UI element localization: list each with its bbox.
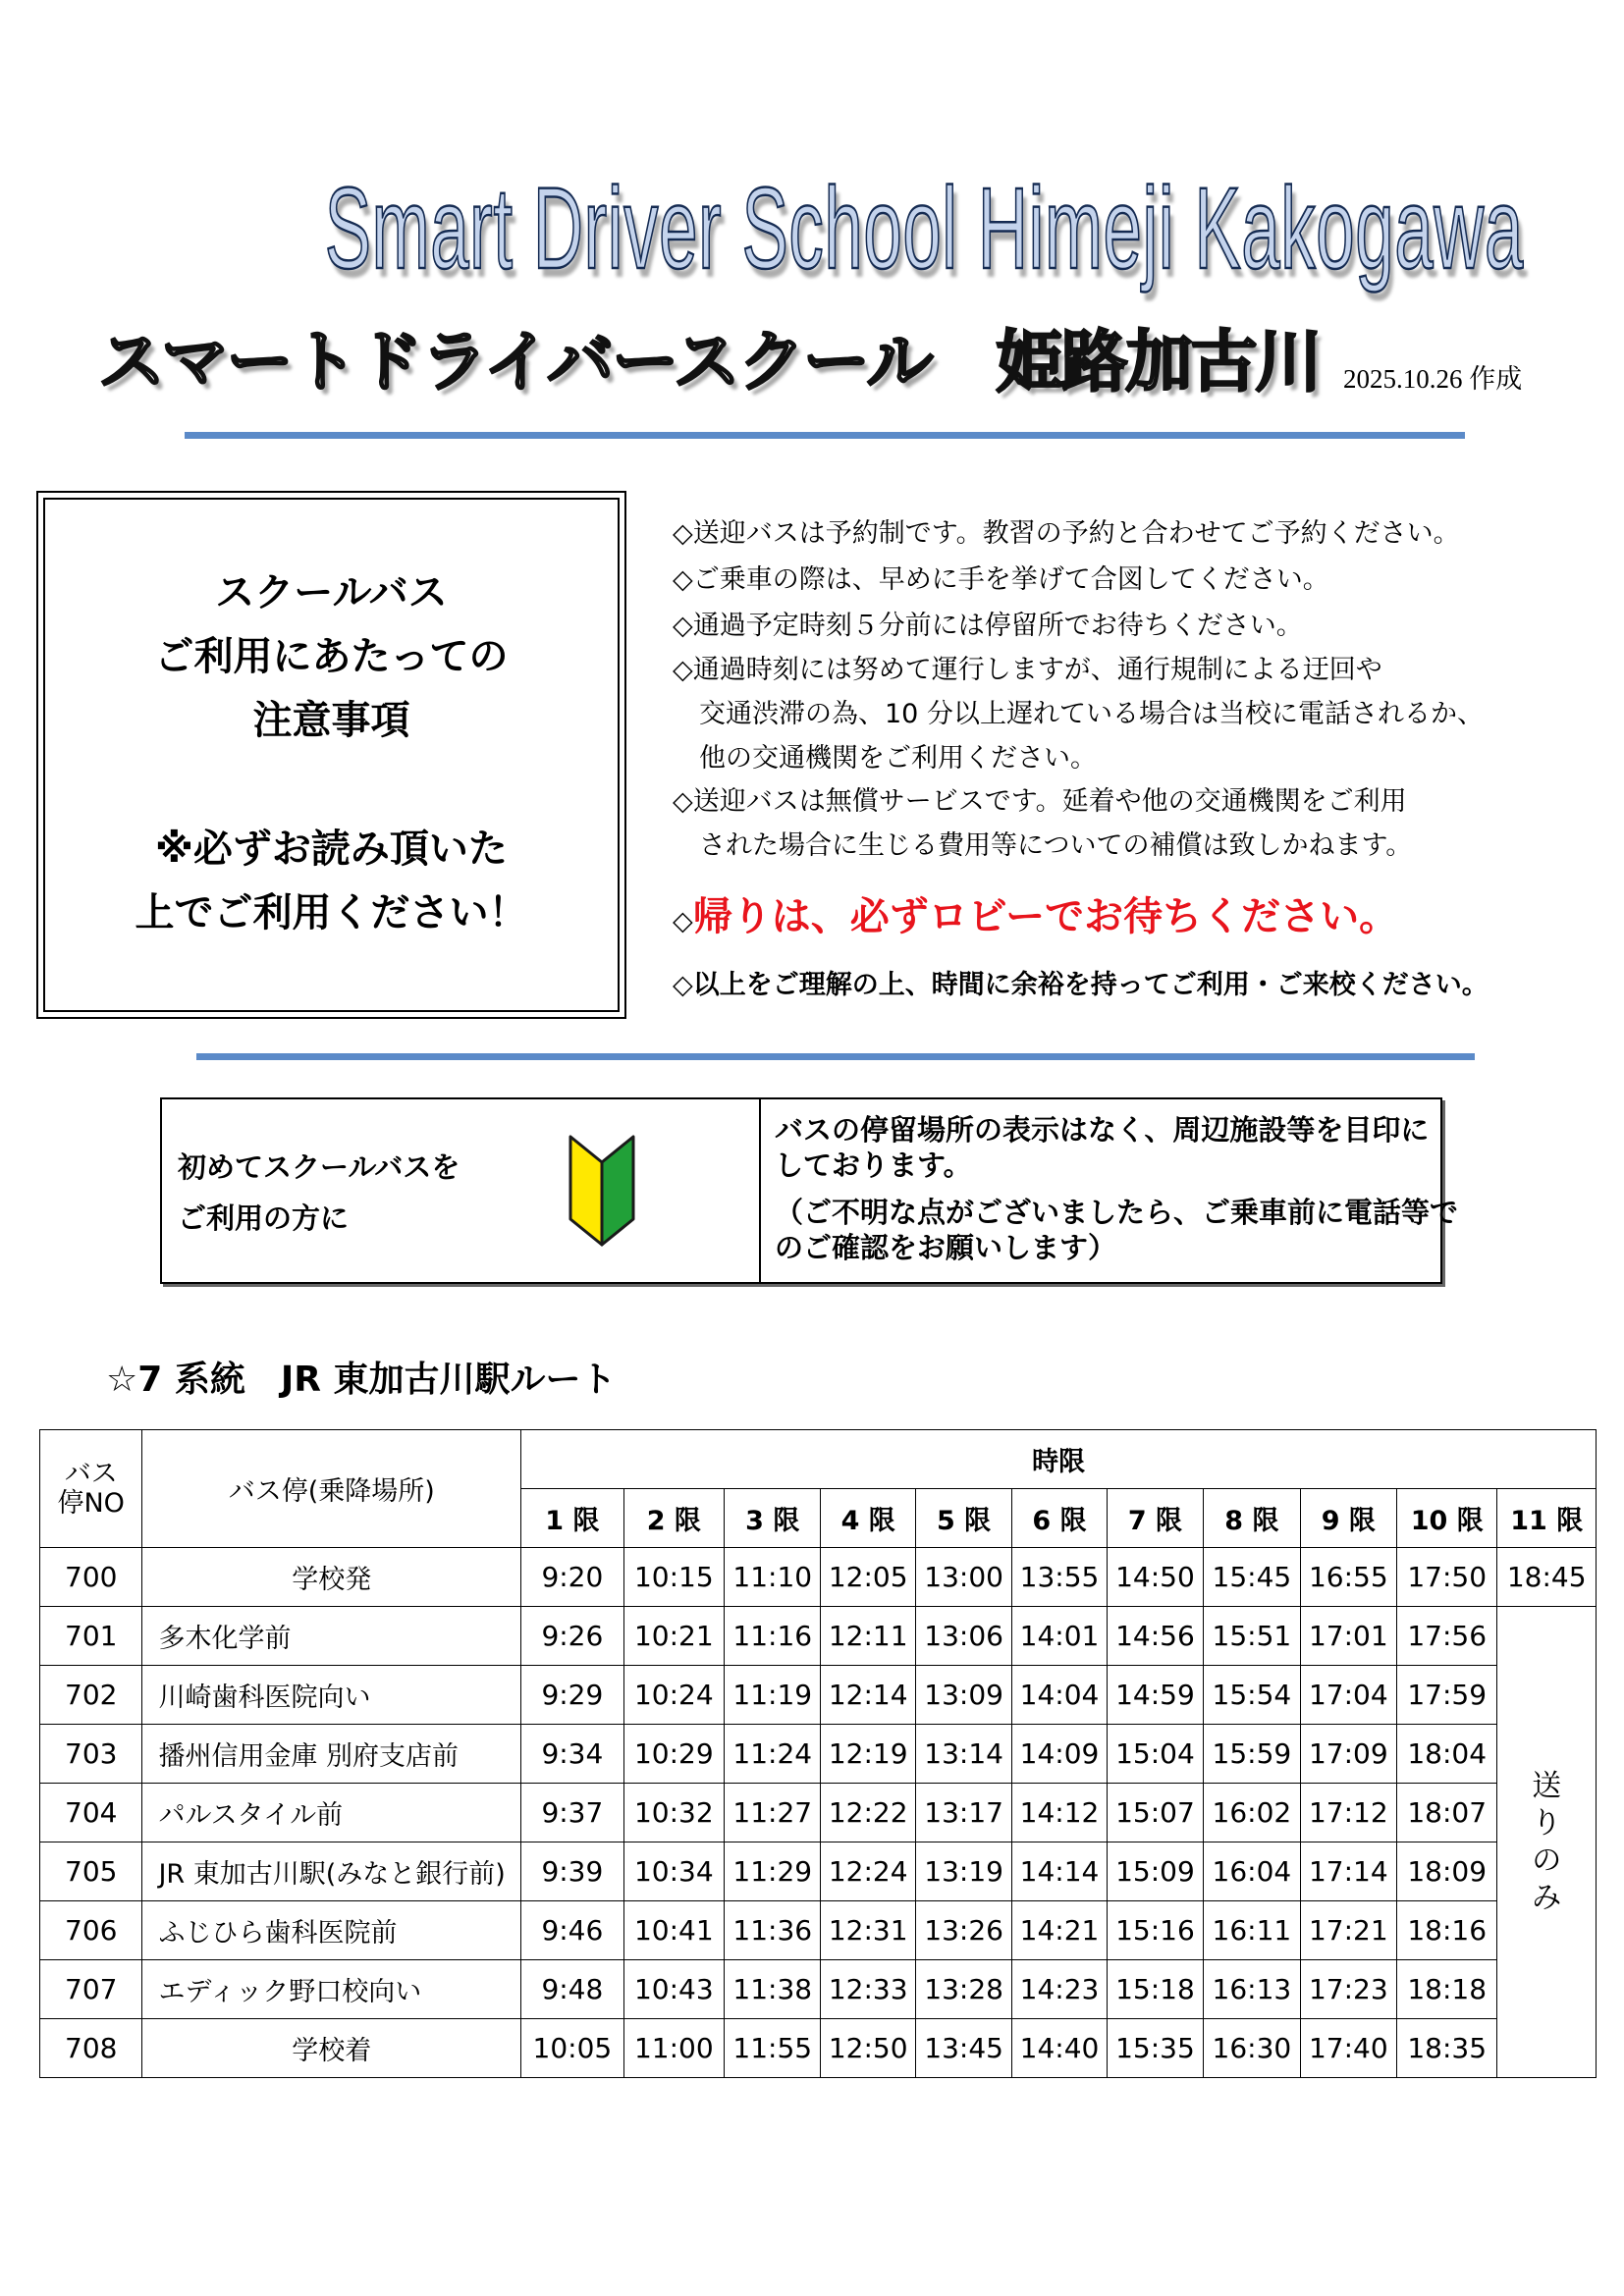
- time-cell: 12:33: [821, 1960, 915, 2019]
- period-col-header: 9 限: [1300, 1489, 1396, 1548]
- note-line: された場合に生じる費用等についての補償は致しかねます。: [673, 830, 1413, 861]
- first-time-info: しております。: [775, 1148, 972, 1182]
- time-cell: 18:09: [1397, 1842, 1497, 1901]
- time-cell: 10:05: [521, 2019, 623, 2078]
- drop-off-only-note: [1497, 1607, 1597, 2078]
- time-cell: 17:40: [1300, 2019, 1396, 2078]
- time-cell: 15:51: [1204, 1607, 1300, 1666]
- time-cell: 14:14: [1012, 1842, 1107, 1901]
- time-cell: 11:36: [725, 1901, 821, 1960]
- time-cell: 14:56: [1107, 1607, 1203, 1666]
- time-cell: 12:31: [821, 1901, 915, 1960]
- notice-line: 上でご利用ください！: [135, 890, 528, 935]
- time-cell: 13:28: [915, 1960, 1011, 2019]
- time-cell: 14:21: [1012, 1901, 1107, 1960]
- note-line: 他の交通機関をご利用ください。: [673, 743, 1097, 774]
- note-line: ◇ご乗車の際は、早めに手を挙げて合図してください。: [673, 564, 1329, 595]
- time-cell: 9:48: [521, 1960, 623, 2019]
- time-cell: 13:55: [1012, 1548, 1107, 1607]
- notice-line: スクールバス: [215, 570, 448, 615]
- notes-divider: [196, 1053, 1475, 1060]
- time-cell: 15:16: [1107, 1901, 1203, 1960]
- time-cell: 11:19: [725, 1666, 821, 1725]
- notice-line: 注意事項: [252, 698, 410, 743]
- time-cell: 11:38: [725, 1960, 821, 2019]
- stop-name: 多木化学前: [142, 1607, 521, 1666]
- time-cell: 13:26: [915, 1901, 1011, 1960]
- drop-off-only-text: 送りのみ: [1532, 1768, 1562, 1915]
- time-cell: 16:30: [1204, 2019, 1300, 2078]
- stop-number: 702: [40, 1666, 142, 1725]
- time-cell: 17:50: [1397, 1548, 1497, 1607]
- time-cell: 17:14: [1300, 1842, 1396, 1901]
- time-cell: 10:43: [623, 1960, 724, 2019]
- stop-number: 700: [40, 1548, 142, 1607]
- time-cell: 13:09: [915, 1666, 1011, 1725]
- time-cell: 16:04: [1204, 1842, 1300, 1901]
- time-cell: 10:32: [623, 1784, 724, 1842]
- time-cell: 10:21: [623, 1607, 724, 1666]
- time-cell: 14:01: [1012, 1607, 1107, 1666]
- closing-note: ◇以上をご理解の上、時間に余裕を持ってご利用・ご来校ください。: [673, 970, 1489, 1000]
- time-cell: 10:15: [623, 1548, 724, 1607]
- time-cell: 18:07: [1397, 1784, 1497, 1842]
- period-col-header: 1 限: [521, 1489, 623, 1548]
- created-date: 2025.10.26 作成: [1343, 364, 1523, 394]
- period-col-header: 6 限: [1012, 1489, 1107, 1548]
- note-line: ◇送迎バスは予約制です。教習の予約と合わせてご予約ください。: [673, 518, 1460, 549]
- table-row: [40, 1666, 1597, 1725]
- col-header-no: バス停NO: [40, 1430, 142, 1548]
- time-cell: 15:59: [1204, 1725, 1300, 1784]
- time-cell: 18:45: [1497, 1548, 1597, 1607]
- time-cell: 18:18: [1397, 1960, 1497, 2019]
- time-cell: 13:00: [915, 1548, 1011, 1607]
- stop-number: 705: [40, 1842, 142, 1901]
- table-row: [40, 1725, 1597, 1784]
- timetable: [39, 1429, 1597, 2078]
- important-note: [673, 893, 1398, 945]
- time-cell: 11:55: [725, 2019, 821, 2078]
- time-cell: 9:46: [521, 1901, 623, 1960]
- table-row: [40, 2019, 1597, 2078]
- time-cell: 17:01: [1300, 1607, 1396, 1666]
- time-cell: 11:16: [725, 1607, 821, 1666]
- period-col-header: 8 限: [1204, 1489, 1300, 1548]
- time-cell: 13:14: [915, 1725, 1011, 1784]
- period-col-header: 10 限: [1397, 1489, 1497, 1548]
- time-cell: 9:39: [521, 1842, 623, 1901]
- first-time-info: のご確認をお願いします）: [775, 1231, 1117, 1264]
- time-cell: 9:26: [521, 1607, 623, 1666]
- time-cell: 9:29: [521, 1666, 623, 1725]
- stop-name: ふじひら歯科医院前: [142, 1901, 521, 1960]
- time-cell: 17:12: [1300, 1784, 1396, 1842]
- time-cell: 15:45: [1204, 1548, 1300, 1607]
- stop-number: 704: [40, 1784, 142, 1842]
- notice-line: ご利用にあたっての: [154, 634, 509, 679]
- first-time-box: [160, 1097, 1459, 1284]
- stop-name: 播州信用金庫 別府支店前: [142, 1725, 521, 1784]
- time-cell: 14:40: [1012, 2019, 1107, 2078]
- period-col-header: 7 限: [1107, 1489, 1203, 1548]
- note-line: ◇通過予定時刻５分前には停留所でお待ちください。: [673, 611, 1303, 641]
- time-cell: 10:24: [623, 1666, 724, 1725]
- time-cell: 12:19: [821, 1725, 915, 1784]
- time-cell: 10:34: [623, 1842, 724, 1901]
- period-header: 時限: [521, 1430, 1597, 1489]
- stop-number: 706: [40, 1901, 142, 1960]
- header-divider: [185, 432, 1465, 439]
- time-cell: 15:07: [1107, 1784, 1203, 1842]
- stop-number: 707: [40, 1960, 142, 2019]
- table-row: [40, 1842, 1597, 1901]
- stop-name: 学校着: [142, 2019, 521, 2078]
- time-cell: 15:35: [1107, 2019, 1203, 2078]
- stop-name: 学校発: [142, 1548, 521, 1607]
- time-cell: 14:09: [1012, 1725, 1107, 1784]
- time-cell: 11:27: [725, 1784, 821, 1842]
- route-title: ☆7 系統 JR 東加古川駅ルート: [106, 1360, 617, 1400]
- stop-number: 708: [40, 2019, 142, 2078]
- time-cell: 9:37: [521, 1784, 623, 1842]
- time-cell: 14:59: [1107, 1666, 1203, 1725]
- note-line: ◇通過時刻には努めて運行しますが、通行規制による迂回や: [673, 655, 1382, 685]
- important-text: 帰りは、必ずロビーでお待ちください。: [692, 894, 1399, 939]
- stop-name: エディック野口校向い: [142, 1960, 521, 2019]
- table-row: [40, 1548, 1597, 1607]
- stop-name: JR 東加古川駅(みなと銀行前): [142, 1842, 521, 1901]
- title-en: Smart Driver School Himeji Kakogawa: [324, 164, 1524, 294]
- first-time-info: バスの停留場所の表示はなく、周辺施設等を目印に: [775, 1113, 1430, 1147]
- time-cell: 15:04: [1107, 1725, 1203, 1784]
- time-cell: 14:04: [1012, 1666, 1107, 1725]
- time-cell: 18:35: [1397, 2019, 1497, 2078]
- time-cell: 12:11: [821, 1607, 915, 1666]
- time-cell: 11:00: [623, 2019, 724, 2078]
- stop-name: 川崎歯科医院向い: [142, 1666, 521, 1725]
- table-row: [40, 1901, 1597, 1960]
- period-col-header: 5 限: [915, 1489, 1011, 1548]
- time-cell: 14:12: [1012, 1784, 1107, 1842]
- time-cell: 12:24: [821, 1842, 915, 1901]
- time-cell: 16:02: [1204, 1784, 1300, 1842]
- time-cell: 17:04: [1300, 1666, 1396, 1725]
- table-row: [40, 1784, 1597, 1842]
- time-cell: 12:50: [821, 2019, 915, 2078]
- table-row: [40, 1607, 1597, 1666]
- diamond-marker: ◇: [673, 906, 693, 936]
- time-cell: 14:23: [1012, 1960, 1107, 2019]
- beginner-mark-icon: [567, 1133, 637, 1249]
- first-time-info: （ご不明な点がございましたら、ご乗車前に電話等で: [775, 1196, 1459, 1229]
- time-cell: 13:45: [915, 2019, 1011, 2078]
- time-cell: 15:09: [1107, 1842, 1203, 1901]
- period-col-header: 3 限: [725, 1489, 821, 1548]
- time-cell: 17:09: [1300, 1725, 1396, 1784]
- period-col-header: 2 限: [623, 1489, 724, 1548]
- time-cell: 10:41: [623, 1901, 724, 1960]
- time-cell: 18:04: [1397, 1725, 1497, 1784]
- table-row: [40, 1960, 1597, 2019]
- time-cell: 18:16: [1397, 1901, 1497, 1960]
- time-cell: 15:54: [1204, 1666, 1300, 1725]
- time-cell: 13:17: [915, 1784, 1011, 1842]
- stop-name: パルスタイル前: [142, 1784, 521, 1842]
- time-cell: 12:14: [821, 1666, 915, 1725]
- time-cell: 11:29: [725, 1842, 821, 1901]
- notice-line: ※必ずお読み頂いた: [155, 827, 508, 872]
- stop-number: 703: [40, 1725, 142, 1784]
- first-time-label: 初めてスクールバスを: [178, 1150, 460, 1184]
- time-cell: 9:20: [521, 1548, 623, 1607]
- note-line: 交通渋滞の為、10 分以上遅れている場合は当校に電話されるか、: [673, 699, 1484, 729]
- note-line: ◇送迎バスは無償サービスです。延着や他の交通機関をご利用: [673, 786, 1407, 817]
- time-cell: 16:11: [1204, 1901, 1300, 1960]
- time-cell: 14:50: [1107, 1548, 1203, 1607]
- time-cell: 13:06: [915, 1607, 1011, 1666]
- time-cell: 15:18: [1107, 1960, 1203, 2019]
- time-cell: 9:34: [521, 1725, 623, 1784]
- first-time-label: ご利用の方に: [178, 1201, 350, 1235]
- col-header-stop: バス停(乗降場所): [142, 1430, 521, 1548]
- title-jp: スマートドライバースクール 姫路加古川: [98, 324, 1321, 401]
- time-cell: 12:05: [821, 1548, 915, 1607]
- time-cell: 13:19: [915, 1842, 1011, 1901]
- time-cell: 17:21: [1300, 1901, 1396, 1960]
- time-cell: 17:59: [1397, 1666, 1497, 1725]
- time-cell: 17:56: [1397, 1607, 1497, 1666]
- period-col-header: 4 限: [821, 1489, 915, 1548]
- time-cell: 12:22: [821, 1784, 915, 1842]
- time-cell: 11:10: [725, 1548, 821, 1607]
- period-col-header: 11 限: [1497, 1489, 1597, 1548]
- time-cell: 10:29: [623, 1725, 724, 1784]
- time-cell: 16:13: [1204, 1960, 1300, 2019]
- notice-box: [36, 491, 626, 1019]
- time-cell: 17:23: [1300, 1960, 1396, 2019]
- first-time-divider: [759, 1099, 761, 1282]
- time-cell: 16:55: [1300, 1548, 1396, 1607]
- stop-number: 701: [40, 1607, 142, 1666]
- time-cell: 11:24: [725, 1725, 821, 1784]
